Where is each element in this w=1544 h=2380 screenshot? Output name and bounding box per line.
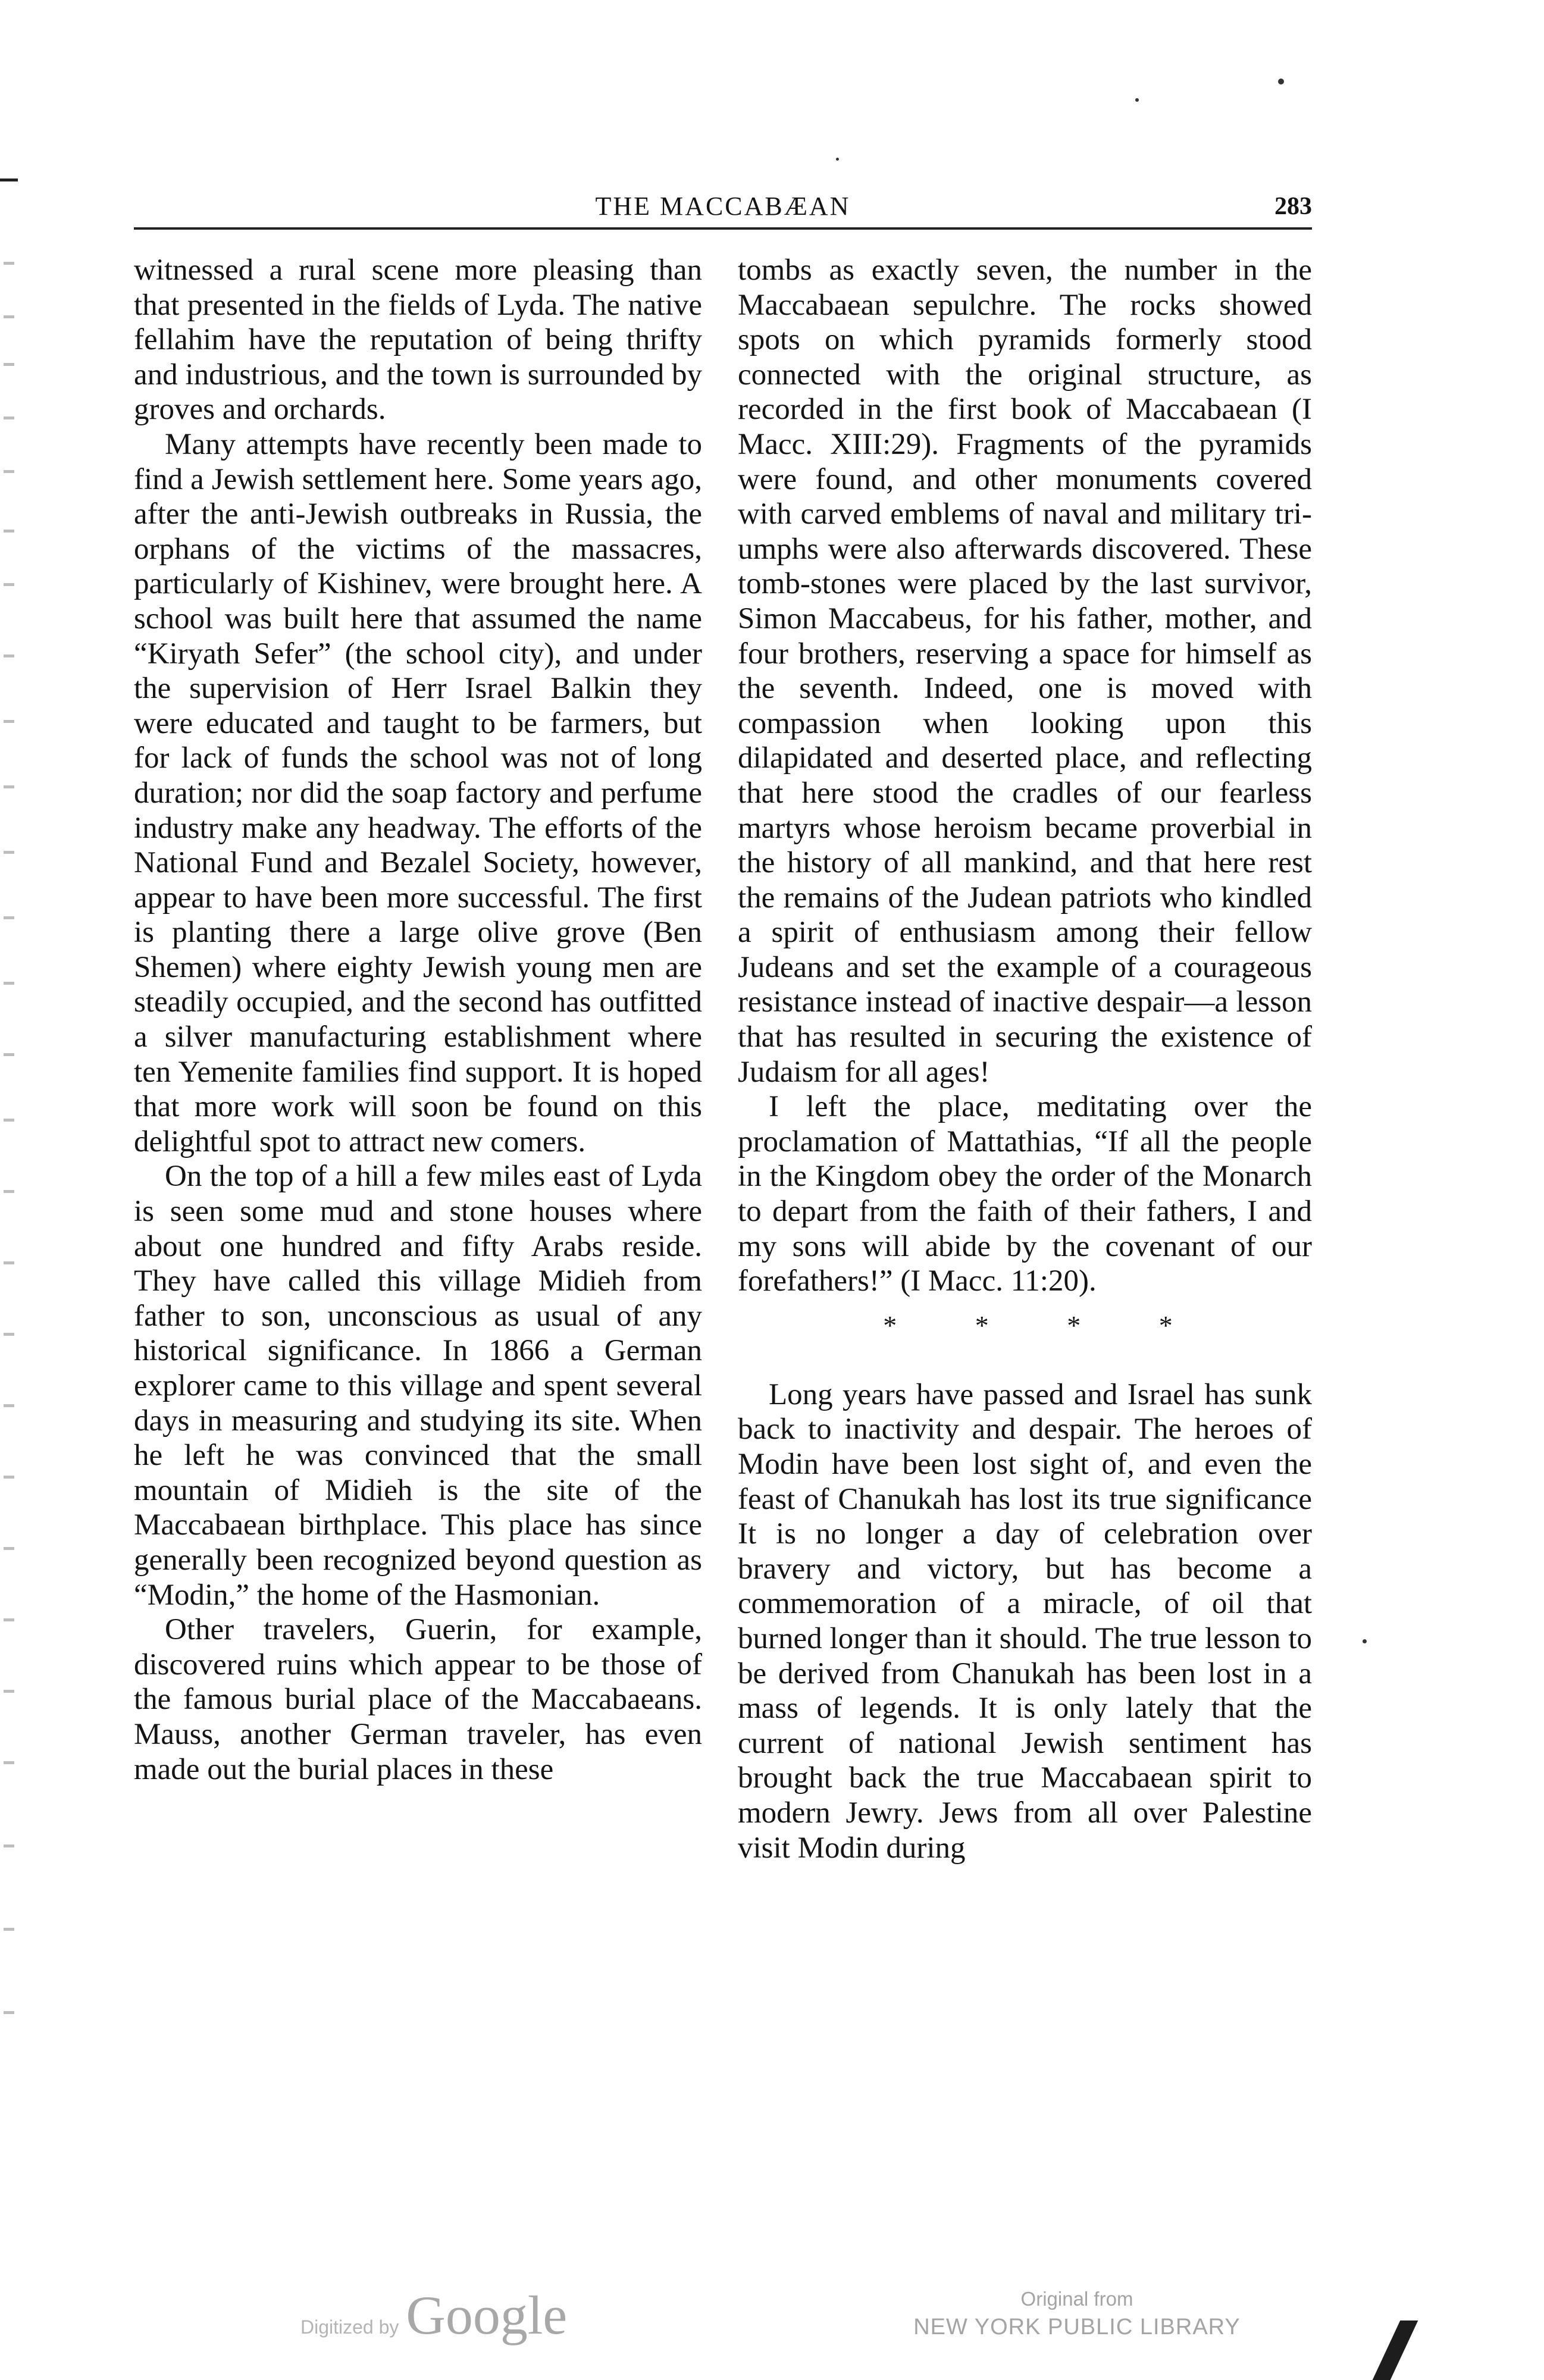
scan-speck: [1278, 79, 1284, 84]
google-wordmark: Google: [406, 2285, 568, 2345]
scan-speck: [1135, 98, 1139, 102]
scan-speck: [1363, 1639, 1367, 1643]
paragraph: Many attempts have recently been made to find a Jewish settlement here. Some years ago, after the anti-Jewish outbreaks in Russia, the orphans of the victims of the massacres, particularly of Kishinev, were brought here. A school was built here that assumed the name “Kiryath Sefer” (the school city), and under the supervision of Herr Israel Balkin they were educated and taught to be farmers, but for lack of funds the school was not of long duration; nor did the soap factory and perfume industry make any headway. The efforts of the National Fund and Bezalel Society, however, appear to have been more successful. The first is planting there a large olive grove (Ben Shemen) where eighty Jewish young men are steadily occupied, and the second has outfitted a silver manufacturing establishment where ten Yemenite families find support. It is hoped that more work will soon be found on this delightful spot to attract new comers.: [134, 427, 702, 1158]
paragraph: witnessed a rural scene more pleasing than that presented in the fields of Lyda. The native fellahim have the reputation of being thrifty and industrious, and the town is surrounded by groves and orchards.: [134, 253, 702, 427]
page-header: [134, 189, 1312, 224]
right-column: [738, 253, 1312, 1865]
paragraph: I left the place, meditating over the proclamation of Mattathias, “If all the people in the Kingdom obey the order of the Monarch to depart from the faith of their fathers, I and my sons will abide by the covenant of our forefathers!” (I Macc. 11:20).: [738, 1090, 1312, 1298]
scan-corner-mark: [1373, 2320, 1418, 2380]
digitized-by-google: [300, 2284, 567, 2347]
scan-margin-artifacts: [0, 250, 24, 2154]
original-from-label: Original from: [1020, 2288, 1133, 2310]
scan-speck: [836, 158, 839, 161]
library-name: NEW YORK PUBLIC LIBRARY: [913, 2315, 1241, 2340]
section-separator: * * * *: [883, 1310, 1208, 1341]
paragraph: Long years have passed and Israel has sunk back to inactivity and despair. The heroes of Modin have been lost sight of, and even the feast of Chanukah has lost its true significance It is no longer a day of celebration over bravery and victory, but has become a commemoration of a miracle, of oil that burned longer than it should. The true lesson to be derived from Chanukah has been lost in a mass of legends. It is only lately that the current of national Jewish sentiment has brought back the true Maccabaean spirit to modern Jewry. Jews from all over Palestine visit Modin during: [738, 1377, 1312, 1865]
page-edge-mark: [0, 178, 18, 181]
header-rule: [134, 227, 1312, 230]
paragraph: On the top of a hill a few miles east of Lyda is seen some mud and stone houses where about one hundred and fifty Arabs reside. They have called this village Midieh from father to son, unconscious as usual of any historical significance. In 1866 a German explorer came to this village and spent several days in measuring and studying its site. When he left he was convinced that the small mountain of Midieh is the site of the Maccabaean birthplace. This place has since generally been recognized beyond question as “Modin,” the home of the Hasmonian.: [134, 1160, 702, 1612]
left-column: [134, 253, 702, 1787]
paragraph: tombs as exactly seven, the number in the Maccabaean sepulchre. The rocks showed spots on which pyramids formerly stood connected with the original structure, as recorded in the first book of Maccabaean (I Macc. XIII:29). Fragments of the pyramids were found, and other monuments covered with carved emblems of naval and military triumphs were also afterwards discovered. These tomb-stones were placed by the last survivor, Simon Maccabeus, for his father, mother, and four brothers, reserving a space for himself as the seventh. Indeed, one is moved with compassion when looking upon this dilapidated and deserted place, and reflecting that here stood the cradles of our fearless martyrs whose heroism became proverbial in the history of all mankind, and that here rest the remains of the Judean patriots who kindled a spirit of enthusiasm among their fellow Judeans and set the example of a courageous resistance instead of inactive despair—a lesson that has resulted in securing the existence of Judaism for all ages!: [738, 253, 1312, 1089]
paragraph: Other travelers, Guerin, for example, discovered ruins which appear to be those of the famous burial place of the Maccabaeans. Mauss, another German traveler, has even made out the burial places in these: [134, 1613, 702, 1786]
running-title: THE MACCABÆAN: [595, 192, 851, 221]
digitized-by-label: Digitized by: [300, 2316, 399, 2338]
page-number: 283: [1274, 193, 1312, 220]
source-attribution: [898, 2286, 1255, 2342]
